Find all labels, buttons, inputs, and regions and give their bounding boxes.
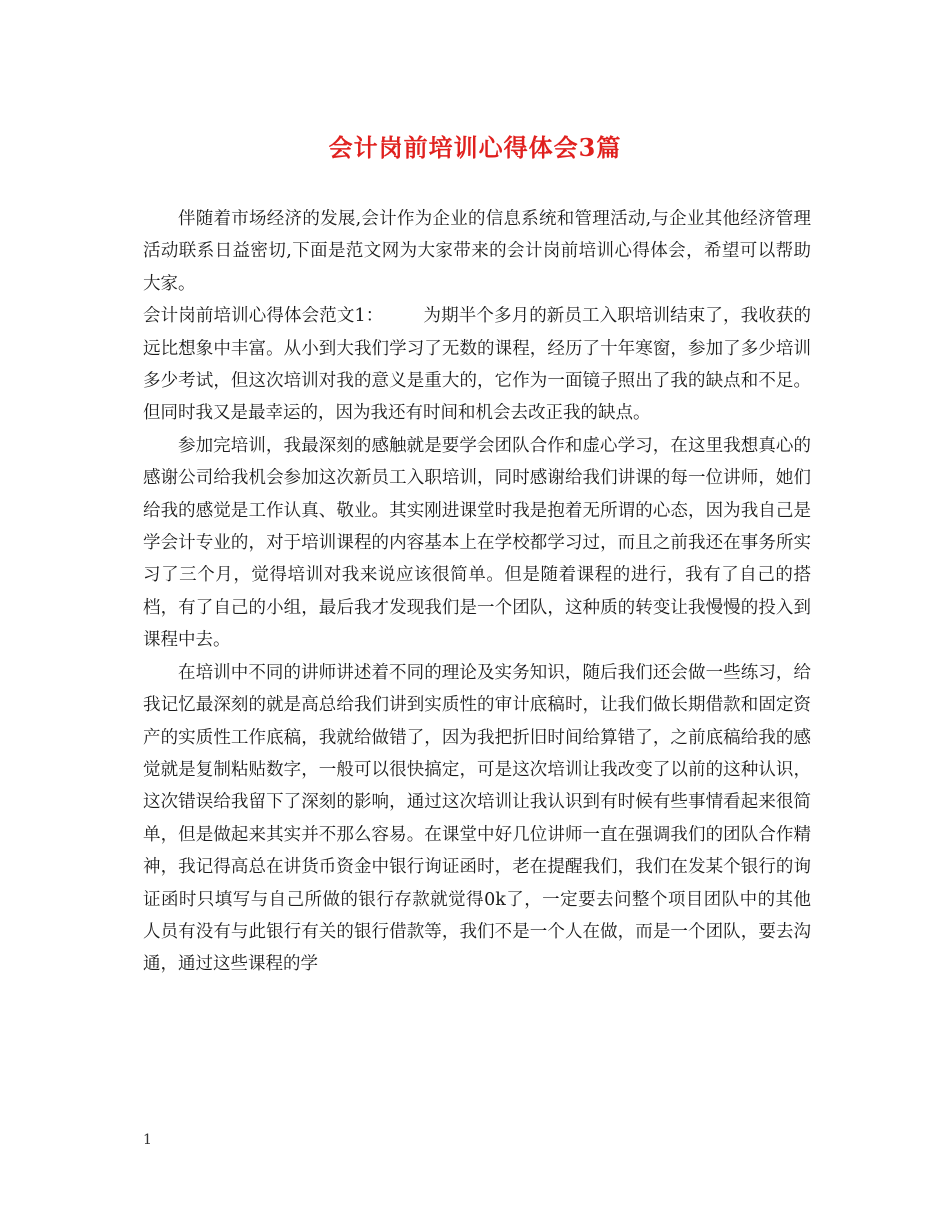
document-title: 会计岗前培训心得体会3篇 xyxy=(328,133,622,162)
paragraph-practice xyxy=(143,657,811,981)
paragraph-teamwork xyxy=(143,430,811,657)
page-number: 1 xyxy=(143,1132,152,1148)
document-body xyxy=(143,203,811,981)
paragraph-text: 为期半个多月的新员工入职培训结束了，我收获的远比想象中丰富。从小到大我们学习了无数的课程，经历了十年寒窗，参加了多少培训多少考试，但这次培训对我的意义是重大的，它作为一面镜子照出了我的缺点和不足。但同时我又是最幸运的，因为我还有时间和机会去改正我的缺点。 xyxy=(143,306,812,424)
paragraph-text: 伴随着市场经济的发展,会计作为企业的信息系统和管理活动,与企业其他经济管理活动联系日益密切,下面是范文网为大家带来的会计岗前培训心得体会，希望可以帮助大家。 xyxy=(143,209,811,294)
paragraph-text: 参加完培训，我最深刻的感触就是要学会团队合作和虚心学习，在这里我想真心的感谢公司给我机会参加这次新员工入职培训，同时感谢给我们讲课的每一位讲师，她们给我的感觉是工作认真、敬业。其实刚进课堂时我是抱着无所谓的心态，因为我自己是学会计专业的，对于培训课程的内容基本上在学校都学习过，而且之前我还在事务所实习了三个月，觉得培训对我来说应该很简单。但是随着课程的进行，我有了自己的搭档，有了自己的小组，最后我才发现我们是一个团队，这种质的转变让我慢慢的投入到课程中去。 xyxy=(143,435,811,651)
paragraph-text: 在培训中不同的讲师讲述着不同的理论及实务知识，随后我们还会做一些练习，给我记忆最深刻的就是高总给我们讲到实质性的审计底稿时，让我们做长期借款和固定资产的实质性工作底稿，我就给做错了，因为我把折旧时间给算错了，之前底稿给我的感觉就是复制粘贴数字，一般可以很快搞定，可是这次培训让我改变了以前的这种认识，这次错误给我留下了深刻的影响，通过这次培训让我认识到有时候有些事情看起来很简单，但是做起来其实并不那么容易。在课堂中好几位讲师一直在强调我们的团队合作精神，我记得高总在讲货币资金中银行询证函时，老在提醒我们，我们在发某个银行的询证函时只填写与自己所做的银行存款就觉得0k了，一定要去问整个项目团队中的其他人员有没有与此银行有关的银行借款等，我们不是一个人在做，而是一个团队，要去沟通，通过这些课程的学 xyxy=(143,662,811,975)
paragraph-sample-1 xyxy=(143,300,811,430)
sample-label: 会计岗前培训心得体会范文1： xyxy=(143,306,384,327)
paragraph-intro xyxy=(143,203,811,300)
